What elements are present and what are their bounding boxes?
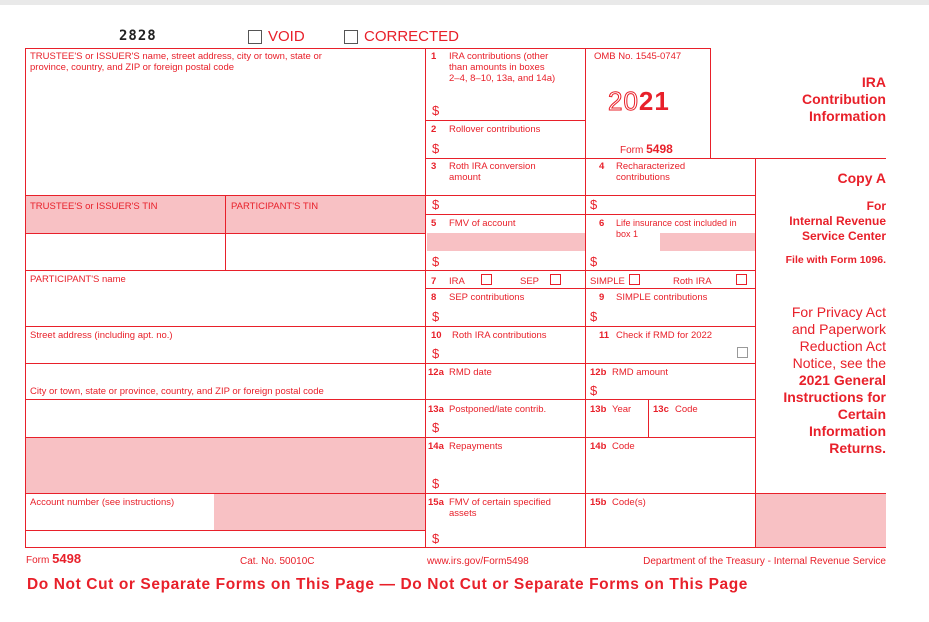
tax-year-light: 20: [608, 86, 639, 116]
box1-number: 1: [431, 51, 437, 62]
cat-number: Cat. No. 50010C: [240, 556, 315, 567]
box13c-number: 13c: [653, 404, 669, 415]
box7-sep-checkbox[interactable]: [550, 274, 561, 285]
box8-label: SEP contributions: [449, 292, 525, 303]
box11-rmd-checkbox[interactable]: [737, 347, 748, 358]
box14a-number: 14a: [428, 441, 444, 452]
tax-year: [608, 86, 670, 117]
left-lower-fill: [26, 437, 425, 493]
street-address-label: Street address (including apt. no.): [30, 330, 173, 341]
box3-number: 3: [431, 161, 437, 172]
box5-number: 5: [431, 218, 437, 229]
box6-dollar: $: [590, 254, 598, 269]
box7-number: 7: [431, 276, 437, 287]
void-label: VOID: [268, 28, 305, 45]
footer-form-number: [26, 551, 81, 566]
box1-dollar: $: [432, 103, 440, 118]
box8-number: 8: [431, 292, 437, 303]
account-fill: [214, 493, 425, 530]
box4-label: Recharacterized contributions: [616, 161, 686, 183]
box6-label: Life insurance cost included in box 1: [616, 218, 737, 239]
box2-number: 2: [431, 124, 437, 135]
box13b-number: 13b: [590, 404, 607, 415]
box13a-dollar: $: [432, 420, 440, 435]
box14a-label: Repayments: [449, 441, 503, 452]
box14a-dollar: $: [432, 476, 440, 491]
form-number-small: [620, 142, 673, 156]
copy-a-label: Copy A: [837, 170, 886, 186]
box14b-number: 14b: [590, 441, 607, 452]
box2-dollar: $: [432, 141, 440, 156]
form-code: 2828: [119, 28, 157, 44]
box4-number: 4: [599, 161, 605, 172]
privacy-normal: For Privacy Act and Paperwork Reduction Act Notice, see the: [791, 304, 886, 371]
box7-roth-checkbox[interactable]: [736, 274, 747, 285]
box7-simple-checkbox[interactable]: [629, 274, 640, 285]
omb-number: OMB No. 1545-0747: [594, 51, 682, 62]
treasury-dept: Department of the Treasury - Internal Revenue Service: [643, 556, 886, 567]
form-word-small: Form: [620, 145, 644, 156]
box10-label: Roth IRA contributions: [452, 330, 547, 341]
box9-label: SIMPLE contributions: [616, 292, 708, 303]
box4-dollar: $: [590, 197, 598, 212]
irs-website: www.irs.gov/Form5498: [427, 556, 529, 567]
box3-dollar: $: [432, 197, 440, 212]
box7-roth-label: Roth IRA: [673, 276, 712, 287]
participant-tin-fill: [338, 195, 424, 234]
box7-sep-label: SEP: [520, 276, 540, 287]
corrected-label: CORRECTED: [364, 28, 460, 45]
file-with-label: File with Form 1096.: [785, 254, 886, 266]
box5-fill: [427, 233, 585, 251]
box11-number: 11: [599, 330, 610, 341]
box15b-number: 15b: [590, 497, 607, 508]
box15a-number: 15a: [428, 497, 444, 508]
box12b-label: RMD amount: [612, 367, 668, 378]
box13c-label: Code: [675, 404, 698, 415]
trustee-name-label: TRUSTEE'S or ISSUER'S name, street address, city or town, state or province, country, and ZIP or foreign postal code: [30, 51, 322, 73]
box6-number: 6: [599, 218, 605, 229]
box9-dollar: $: [590, 309, 598, 324]
account-number-label: Account number (see instructions): [30, 497, 175, 508]
box13a-number: 13a: [428, 404, 444, 415]
right-bottom-fill: [756, 493, 886, 548]
box2-label: Rollover contributions: [449, 124, 541, 135]
box12b-dollar: $: [590, 383, 598, 398]
box5-dollar: $: [432, 254, 440, 269]
box14b-label: Code: [612, 441, 635, 452]
box10-number: 10: [431, 330, 442, 341]
form-title: IRA Contribution Information: [802, 74, 886, 124]
box8-dollar: $: [432, 309, 440, 324]
city-label: City or town, state or province, country, and ZIP or foreign postal code: [30, 386, 324, 397]
form-num-small: 5498: [646, 142, 673, 156]
box3-label: Roth IRA conversion amount: [449, 161, 536, 183]
box13b-label: Year: [612, 404, 632, 415]
trustee-tin-label: TRUSTEE'S or ISSUER'S TIN: [30, 201, 158, 212]
box11-label: Check if RMD for 2022: [616, 330, 713, 341]
irs-center-label: For Internal Revenue Service Center: [789, 199, 886, 243]
box9-number: 9: [599, 292, 605, 303]
do-not-cut-warning: Do Not Cut or Separate Forms on This Page — Do Not Cut or Separate Forms on This Page: [27, 576, 749, 593]
box15a-label: FMV of certain specified assets: [449, 497, 551, 519]
box15a-dollar: $: [432, 531, 440, 546]
box5-label: FMV of account: [449, 218, 516, 229]
box15b-label: Code(s): [612, 497, 646, 508]
footer-form-word: Form: [26, 555, 50, 566]
box12b-number: 12b: [590, 367, 607, 378]
box13a-label: Postponed/late contrib.: [449, 404, 547, 415]
box1-label: IRA contributions (other than amounts in boxes 2–4, 8–10, 13a, and 14a): [449, 51, 556, 84]
top-border: [0, 0, 929, 5]
corrected-checkbox[interactable]: [344, 30, 358, 44]
void-checkbox[interactable]: [248, 30, 262, 44]
box12a-number: 12a: [428, 367, 444, 378]
box7-simple-label: SIMPLE: [590, 276, 625, 287]
participant-name-label: PARTICIPANT'S name: [30, 274, 126, 285]
footer-form-num: 5498: [52, 551, 82, 566]
box10-dollar: $: [432, 346, 440, 361]
box12a-label: RMD date: [449, 367, 492, 378]
box7-ira-label: IRA: [449, 276, 465, 287]
privacy-notice: [783, 304, 886, 457]
tax-year-bold: 21: [638, 86, 670, 116]
privacy-bold: 2021 General Instructions for Certain Information Returns.: [783, 372, 886, 456]
box7-ira-checkbox[interactable]: [481, 274, 492, 285]
participant-tin-label: PARTICIPANT'S TIN: [231, 201, 319, 212]
